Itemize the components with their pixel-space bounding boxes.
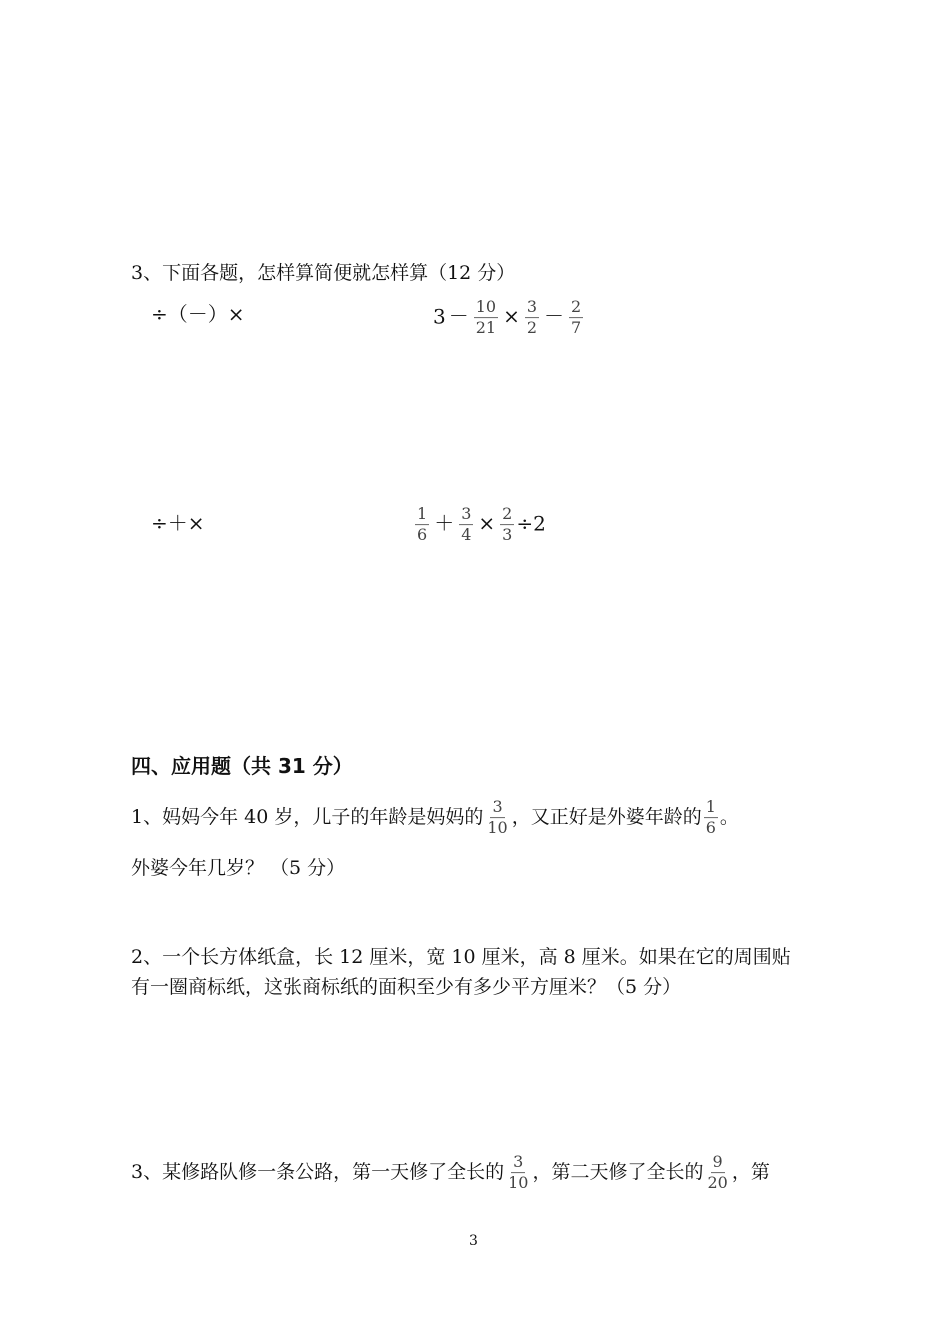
numerator: 2 <box>500 505 514 525</box>
denominator: 21 <box>475 318 497 338</box>
numerator: 2 <box>569 298 583 318</box>
q3-text-c: ，第 <box>731 1161 770 1183</box>
numerator: 1 <box>415 505 429 525</box>
row1-fraction-2 <box>525 298 539 338</box>
row1-op2: × <box>503 304 520 329</box>
denominator: 3 <box>502 525 513 545</box>
section4-title: 四、应用题（共 31 分） <box>131 754 353 778</box>
question-2-line-2: 有一圈商标纸，这张商标纸的面积至少有多少平方厘米？（5 分） <box>131 976 682 998</box>
question-3-line-1 <box>131 1153 770 1193</box>
q3-text-b: ，第二天修了全长的 <box>532 1161 704 1183</box>
denominator: 10 <box>487 818 508 838</box>
question-2-line-1: 2、一个长方体纸盒，长 12 厘米，宽 10 厘米，高 8 厘米。如果在它的周围贴 <box>131 946 791 968</box>
denominator: 4 <box>461 525 472 545</box>
row2-op1: ＋ <box>434 511 455 536</box>
section3-title: 3、下面各题，怎样算简便就怎样算（12 分） <box>131 262 516 284</box>
row1-op1: － <box>448 304 469 329</box>
row2-right-expression <box>413 505 546 545</box>
row2-fraction-3 <box>500 505 514 545</box>
page-number: 3 <box>469 1233 478 1249</box>
q1-fraction-1 <box>485 798 509 838</box>
q1-text-b: ，又正好是外婆年龄的 <box>511 806 702 828</box>
denominator: 10 <box>508 1173 529 1193</box>
denominator: 20 <box>707 1173 728 1193</box>
numerator: 3 <box>511 1153 525 1173</box>
numerator: 1 <box>704 798 718 818</box>
row2-fraction-2 <box>459 505 473 545</box>
q1-text-a: 1、妈妈今年 40 岁，儿子的年龄是妈妈的 <box>131 806 484 828</box>
denominator: 6 <box>417 525 428 545</box>
row2-left-expression: ÷＋× <box>151 511 205 535</box>
row2-op2: × <box>478 511 496 536</box>
q1-text-c: 。 <box>719 806 739 828</box>
q3-text-a: 3、某修路队修一条公路，第一天修了全长的 <box>131 1161 505 1183</box>
row1-fraction-3 <box>569 298 583 338</box>
row2-tail: ÷2 <box>516 511 546 536</box>
denominator: 6 <box>705 818 716 838</box>
question-1-line-2: 外婆今年几岁？ （5 分） <box>131 857 346 879</box>
row1-fraction-1 <box>474 298 498 338</box>
numerator: 9 <box>711 1153 725 1173</box>
row1-lead: 3 <box>433 304 446 329</box>
numerator: 10 <box>474 298 498 318</box>
row1-right-expression <box>433 298 585 338</box>
denominator: 7 <box>571 318 582 338</box>
row1-left-expression: ÷（－）× <box>151 302 245 326</box>
numerator: 3 <box>525 298 539 318</box>
question-1-line-1 <box>131 798 739 838</box>
denominator: 2 <box>526 318 538 338</box>
row1-op3: － <box>544 304 565 329</box>
numerator: 3 <box>459 505 473 525</box>
row2-fraction-1 <box>415 505 429 545</box>
q3-fraction-1 <box>506 1153 530 1193</box>
q3-fraction-2 <box>705 1153 729 1193</box>
q1-fraction-2 <box>704 798 718 838</box>
numerator: 3 <box>490 798 504 818</box>
